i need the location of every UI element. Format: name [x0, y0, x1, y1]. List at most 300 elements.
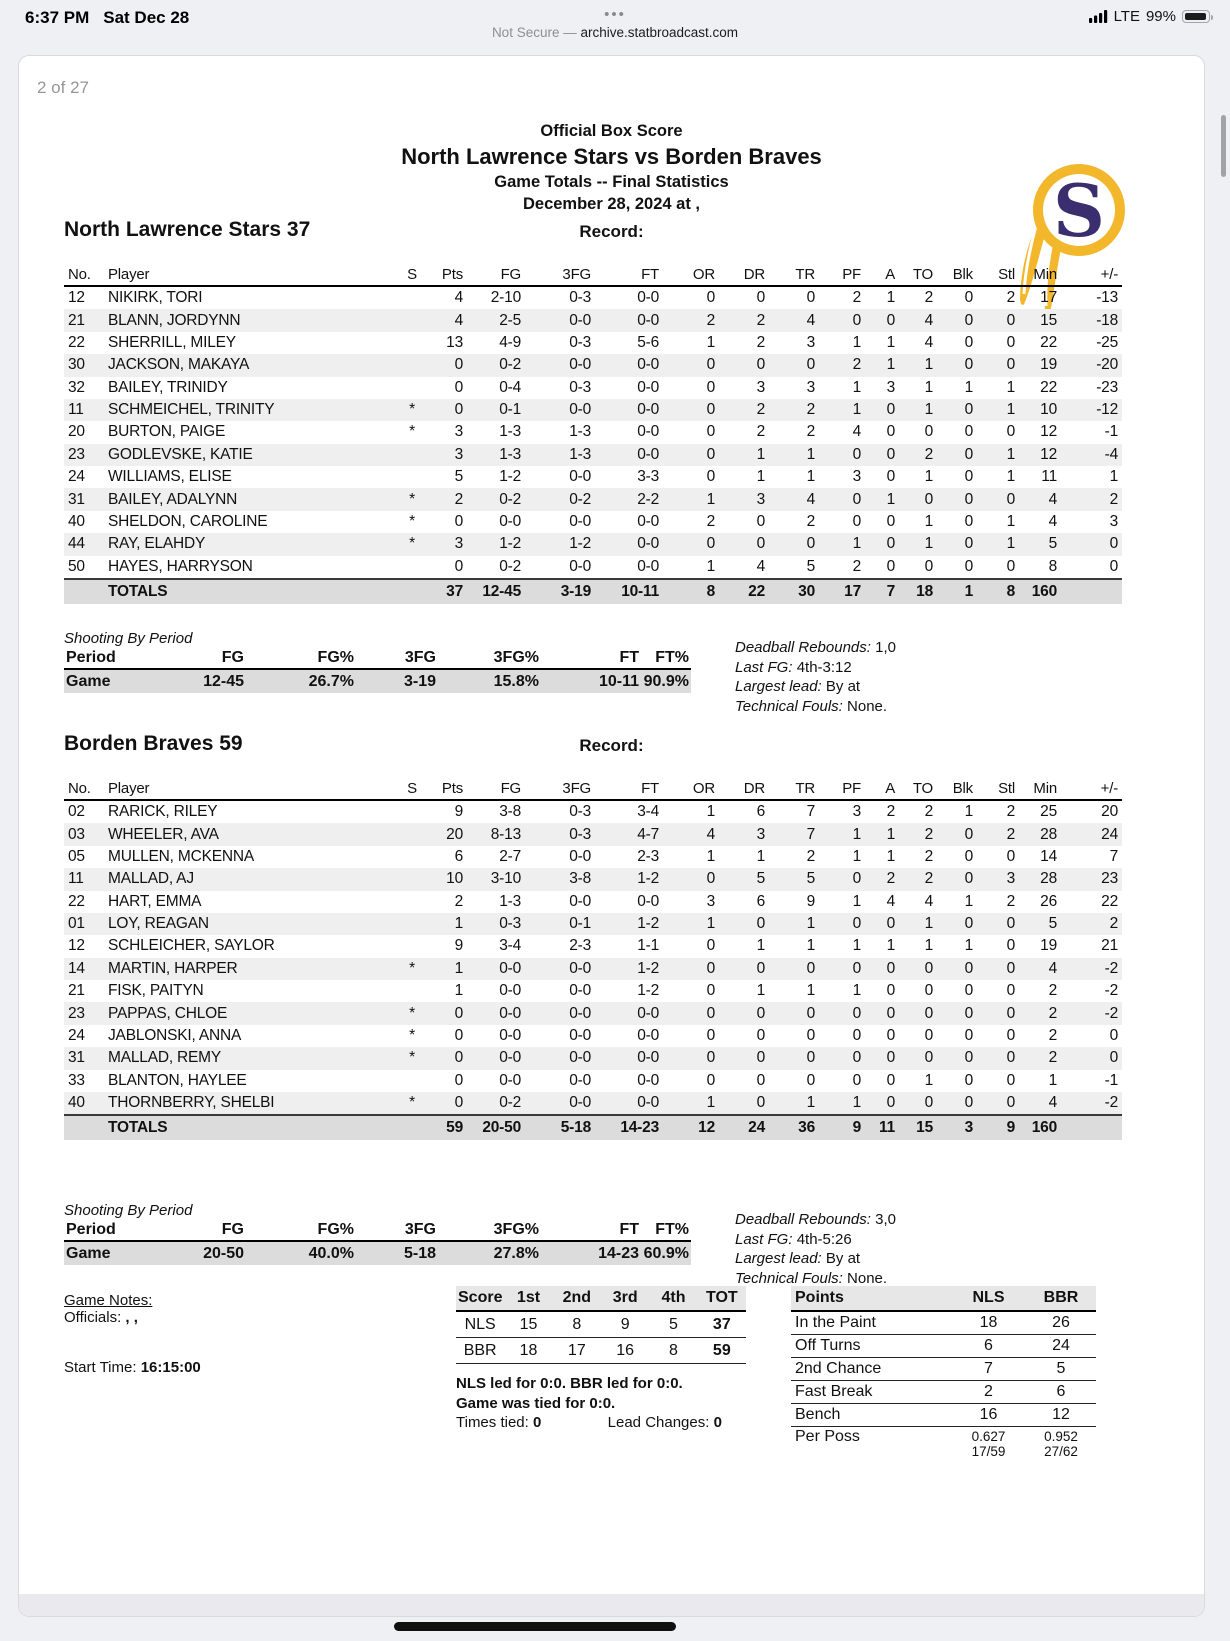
clock: 6:37 PM [25, 8, 90, 27]
team2-player-rows [64, 800, 1122, 1115]
cell: 22 [68, 333, 85, 351]
cell: 0 [756, 512, 765, 530]
cell: -13 [1096, 289, 1118, 307]
cell: 0 [1109, 1026, 1118, 1044]
team2-record-label: Record: [579, 736, 644, 755]
cell: 20 [68, 423, 85, 441]
cell: 0 [706, 535, 715, 553]
lead-changes-value: 0 [713, 1414, 722, 1431]
table-row [64, 556, 1122, 579]
logo-letter: S [1053, 168, 1105, 253]
cell: 4 [706, 825, 715, 843]
cell: 0 [756, 1004, 765, 1022]
team2-shooting-rows [64, 1241, 691, 1265]
cell: 2-2 [637, 490, 659, 508]
cell: 2 [852, 289, 861, 307]
cell: 0 [964, 1004, 973, 1022]
cell: 0 [964, 1026, 973, 1044]
cell: 0-0 [637, 1049, 659, 1067]
cell: 1 [852, 378, 861, 396]
table-row [64, 669, 691, 693]
cell: 1-3 [499, 445, 521, 463]
score-rows [456, 1311, 746, 1364]
cell [399, 466, 425, 488]
table-row [64, 399, 1122, 421]
cell: 0-0 [569, 1071, 591, 1089]
cell: 24 [1101, 825, 1118, 843]
note-label: Deadball Rebounds: [735, 1211, 871, 1228]
cell: 0 [1006, 1049, 1015, 1067]
cell: 1 [1006, 468, 1015, 486]
cell: 3FG [356, 1220, 438, 1241]
cell: 31 [68, 490, 85, 508]
cell: FT [541, 1220, 641, 1241]
cell: 20-50 [144, 1241, 246, 1265]
cell [399, 935, 425, 957]
cell: 1 [852, 535, 861, 553]
cell: 0 [886, 1094, 895, 1112]
note-label: Deadball Rebounds: [735, 639, 871, 656]
cell: 1 [852, 847, 861, 865]
cell: 0-0 [499, 1071, 521, 1089]
cell: * [409, 423, 415, 441]
cell: 50 [68, 557, 85, 575]
cell: 12-45 [467, 579, 525, 604]
cell: 1-2 [637, 959, 659, 977]
cell: 0-0 [637, 1071, 659, 1089]
cell: FG [467, 264, 525, 286]
cell [64, 579, 104, 604]
note-value: 3,0 [875, 1211, 896, 1228]
cell: -1 [1104, 1071, 1118, 1089]
cell: 0 [1006, 1004, 1015, 1022]
cell: 0-3 [569, 289, 591, 307]
cell: 3-8 [499, 803, 521, 821]
cell: 0 [1006, 1094, 1015, 1112]
cell: -12 [1096, 401, 1118, 419]
cell: 1 [1048, 1071, 1057, 1089]
cell: 15 [504, 1311, 552, 1338]
cell: 2 [924, 870, 933, 888]
cell: 1 [756, 445, 765, 463]
cell: -25 [1096, 333, 1118, 351]
per-poss-bbr [1026, 1427, 1096, 1462]
cell: 3-10 [490, 870, 521, 888]
team1-notes [735, 638, 896, 716]
cell: BLANN, JORDYNN [108, 311, 241, 329]
cell: 11 [68, 870, 84, 888]
cell [399, 444, 425, 466]
cell: 160 [1019, 1115, 1061, 1140]
table-row [64, 800, 1122, 823]
cell: 3 [706, 892, 715, 910]
cell: 1 [964, 803, 973, 821]
note-value: By at [825, 1250, 861, 1267]
cell: 2-7 [499, 847, 521, 865]
cell: 1 [806, 915, 815, 933]
cell: 0 [886, 401, 895, 419]
cell: 0 [852, 1004, 861, 1022]
cell: 5 [454, 468, 463, 486]
cell: -2 [1104, 1094, 1118, 1112]
cell: 1-3 [569, 445, 591, 463]
cell: 1 [852, 937, 861, 955]
cell: SHELDON, CAROLINE [108, 512, 268, 530]
cell: 0 [852, 1026, 861, 1044]
points-breakdown [791, 1286, 1096, 1461]
lead-line1: NLS led for 0:0. BBR led for 0:0. [456, 1375, 683, 1392]
cell: 2 [806, 847, 815, 865]
cell: 6 [454, 847, 463, 865]
cell: 2 [886, 803, 895, 821]
table-row [456, 1311, 746, 1338]
note-line [735, 638, 896, 658]
cell: 8 [977, 579, 1019, 604]
cell: 10 [446, 870, 463, 888]
cell: 15 [1040, 311, 1057, 329]
team1-shooting-rows [64, 669, 691, 693]
cell: 0 [964, 870, 973, 888]
team2-shooting-section [64, 1202, 691, 1265]
cell: 12 [663, 1115, 719, 1140]
cell: 2 [852, 557, 861, 575]
shooting-title: Shooting By Period [64, 1202, 193, 1219]
cell: 40.0% [246, 1241, 356, 1265]
cell: 16 [951, 1404, 1026, 1427]
cell: 0 [964, 401, 973, 419]
cell: 1 [964, 937, 973, 955]
cell: 7 [806, 803, 815, 821]
team1-totals-row [64, 579, 1122, 604]
cell: 0 [454, 378, 463, 396]
cell [399, 891, 425, 913]
cell: 2 [924, 445, 933, 463]
cell: 4 [852, 423, 861, 441]
cell: 0 [806, 1049, 815, 1067]
team1-shooting-section [64, 630, 691, 693]
cell: 0-0 [499, 1004, 521, 1022]
cell: 14-23 [541, 1241, 641, 1265]
cell: * [409, 959, 415, 977]
cell: 6 [756, 892, 765, 910]
cell: Player [104, 264, 399, 286]
score-by-period [456, 1286, 746, 1364]
cell: Off Turns [791, 1335, 951, 1358]
cell: FG [144, 1220, 246, 1241]
page-indicator: 2 of 27 [37, 78, 89, 97]
cell: 1 [924, 468, 933, 486]
cell: 0 [706, 423, 715, 441]
shooting-header-row [64, 648, 691, 669]
cell: 0-0 [637, 445, 659, 463]
table-row [64, 377, 1122, 399]
cell: 0-0 [569, 468, 591, 486]
table-row [64, 913, 1122, 935]
cell: 0 [964, 535, 973, 553]
cell: 9 [454, 937, 463, 955]
cell: 14 [68, 959, 85, 977]
cell: 12 [1040, 445, 1057, 463]
cell: 0-0 [569, 1094, 591, 1112]
cell: 4 [924, 333, 933, 351]
cell: 0-3 [569, 825, 591, 843]
cell: 5 [806, 870, 815, 888]
cell: 2 [886, 870, 895, 888]
team1-shooting-table [64, 648, 691, 693]
cell: 3 [756, 378, 765, 396]
cell: 10-11 [541, 669, 641, 693]
battery-percent: 99% [1145, 8, 1176, 25]
cell: 0 [964, 1049, 973, 1067]
cell: 0 [706, 1004, 715, 1022]
cell: 0 [852, 445, 861, 463]
cell: Stl [977, 264, 1019, 286]
cell [399, 823, 425, 845]
cell: 0 [1109, 1049, 1118, 1067]
cell: 4 [1048, 512, 1057, 530]
cell: LOY, REAGAN [108, 915, 209, 933]
cell: Blk [937, 778, 977, 800]
cell: 22 [1040, 333, 1057, 351]
cell: 0-0 [637, 535, 659, 553]
cell: 1-2 [637, 870, 659, 888]
cell: TR [769, 264, 819, 286]
cell: 0 [964, 825, 973, 843]
cell: 25 [1040, 803, 1057, 821]
cell: * [409, 1026, 415, 1044]
cell: 1 [852, 401, 861, 419]
cell [1061, 579, 1122, 604]
cell: Fast Break [791, 1381, 951, 1404]
cell: 9 [601, 1311, 649, 1338]
cell: 26 [1040, 892, 1057, 910]
cell: FG% [246, 648, 356, 669]
cell: NIKIRK, TORI [108, 289, 203, 307]
cell: 0 [886, 557, 895, 575]
cell: 0-2 [499, 1094, 521, 1112]
cell: 0-0 [637, 512, 659, 530]
cell: 0 [756, 289, 765, 307]
per-poss-bbr-rate: 0.952 [1044, 1429, 1078, 1444]
cell: * [409, 1094, 415, 1112]
cell: 5-6 [637, 333, 659, 351]
report-title-date: December 28, 2024 at , [522, 195, 701, 213]
cell: 0-0 [637, 356, 659, 374]
note-label: Last FG: [735, 658, 793, 676]
cell: 1 [937, 579, 977, 604]
cell: 2 [806, 401, 815, 419]
cell: 2 [806, 423, 815, 441]
cell: 0-1 [569, 915, 591, 933]
url-bar[interactable] [0, 25, 1230, 40]
cell: 30 [68, 356, 85, 374]
cell: 0-2 [499, 356, 521, 374]
cell: 2 [756, 423, 765, 441]
cell: 23 [68, 1004, 85, 1022]
lead-summary [456, 1374, 722, 1433]
cell [1061, 1115, 1122, 1140]
times-tied-label: Times tied: [456, 1414, 529, 1431]
cell: BLANTON, HAYLEE [108, 1071, 247, 1089]
cell: 0 [706, 445, 715, 463]
cell: Min [1019, 778, 1061, 800]
cell: 4 [806, 490, 815, 508]
cell: 0 [706, 1049, 715, 1067]
cell: 11 [865, 1115, 899, 1140]
cell: 2 [706, 311, 715, 329]
cell: 0 [1006, 915, 1015, 933]
cell: PF [819, 264, 865, 286]
cell: PF [819, 778, 865, 800]
cell: 24 [719, 1115, 769, 1140]
cell [399, 556, 425, 579]
cell: 3 [806, 333, 815, 351]
cell: 1 [886, 356, 895, 374]
cell: +/- [1061, 264, 1122, 286]
cell: 0 [924, 423, 933, 441]
cell: 14-23 [595, 1115, 663, 1140]
cell: 1 [886, 289, 895, 307]
status-bar-right [1089, 8, 1210, 25]
cell: 0-0 [569, 512, 591, 530]
cell: * [409, 535, 415, 553]
cell: 15 [899, 1115, 937, 1140]
cell: 0-0 [637, 892, 659, 910]
table-row [64, 511, 1122, 533]
cell: 1 [806, 445, 815, 463]
per-poss-bbr-frac: 27/62 [1044, 1444, 1078, 1459]
table-row [64, 286, 1122, 309]
cell: Player [104, 778, 399, 800]
cell: 8 [553, 1311, 601, 1338]
cell: 28 [1040, 870, 1057, 888]
cell: 3 [937, 1115, 977, 1140]
cell: 28 [1040, 825, 1057, 843]
cell: 0-0 [569, 959, 591, 977]
table-row [64, 891, 1122, 913]
cell: JABLONSKI, ANNA [108, 1026, 242, 1044]
cell: 2 [1048, 982, 1057, 1000]
cell: 8 [1048, 557, 1057, 575]
cell: 1 [706, 847, 715, 865]
cell: FISK, PAITYN [108, 982, 204, 1000]
cell: 2 [1006, 825, 1015, 843]
note-label: Largest lead: [735, 1250, 822, 1267]
cell: 0 [964, 423, 973, 441]
cell: A [865, 264, 899, 286]
cell: 22 [68, 892, 85, 910]
table-row [64, 1241, 691, 1265]
note-label: Technical Fouls: [735, 1269, 843, 1287]
cell: 11 [1041, 468, 1057, 486]
table-row [64, 1092, 1122, 1115]
cell: 0 [756, 1094, 765, 1112]
cell: +/- [1061, 778, 1122, 800]
cell: 0 [1006, 557, 1015, 575]
cell: 2 [1048, 1026, 1057, 1044]
cell: Period [64, 1220, 144, 1241]
cell: 0 [706, 870, 715, 888]
cell: 4 [756, 557, 765, 575]
cell: -2 [1104, 982, 1118, 1000]
table-row [64, 868, 1122, 890]
cell: 0-0 [569, 401, 591, 419]
note-value: None. [847, 697, 888, 715]
home-indicator[interactable] [394, 1622, 676, 1631]
team2-heading: Borden Braves 59 [64, 732, 243, 755]
cell: JACKSON, MAKAYA [108, 356, 250, 374]
cell: 4 [1048, 1094, 1057, 1112]
table-row [791, 1381, 1096, 1404]
cell: 6 [1026, 1381, 1096, 1404]
cell: 0-0 [569, 892, 591, 910]
cell: Game [64, 1241, 144, 1265]
cell: 1 [852, 982, 861, 1000]
cell: 0-0 [569, 557, 591, 575]
cell: 0 [886, 959, 895, 977]
table-row [64, 332, 1122, 354]
cell: 4-7 [637, 825, 659, 843]
cell: 0-0 [499, 959, 521, 977]
table-row [791, 1358, 1096, 1381]
cell: BAILEY, ADALYNN [108, 490, 238, 508]
cell: 0-0 [637, 289, 659, 307]
team2-notes [735, 1210, 896, 1288]
cell: 3FG% [438, 648, 541, 669]
url-domain: archive.statbroadcast.com [580, 25, 739, 40]
cell: 0 [924, 1094, 933, 1112]
cell: 36 [769, 1115, 819, 1140]
cell: 0 [1006, 490, 1015, 508]
cell: S [399, 264, 425, 286]
cell: BAILEY, TRINIDY [108, 378, 228, 396]
cell: 0-3 [499, 915, 521, 933]
note-label: Technical Fouls: [735, 697, 843, 715]
cell: 0 [886, 1049, 895, 1067]
cell: 0 [886, 1004, 895, 1022]
cell: 17 [1040, 289, 1057, 307]
network-type: LTE [1113, 8, 1140, 25]
scrollbar[interactable] [1221, 115, 1226, 177]
cell: 40 [68, 1094, 85, 1112]
note-label: Largest lead: [735, 678, 822, 695]
game-notes-title: Game Notes: [64, 1292, 153, 1309]
cell: 18 [899, 579, 937, 604]
cell: 0 [1109, 557, 1118, 575]
table-row [64, 444, 1122, 466]
cell: 0 [706, 468, 715, 486]
cell: 1 [756, 937, 765, 955]
team2-box-score-table [64, 778, 1122, 1140]
tabs-ellipsis-icon[interactable]: ••• [604, 6, 626, 23]
start-time-label: Start Time: [64, 1359, 137, 1376]
cell: 1-3 [499, 892, 521, 910]
cell: 9 [977, 1115, 1019, 1140]
cell: 5 [649, 1311, 697, 1338]
cell: 0-4 [499, 378, 521, 396]
cell: 0 [1006, 311, 1015, 329]
cell: 0 [852, 959, 861, 977]
note-value: 4th-5:26 [796, 1230, 852, 1248]
cell: 0 [924, 982, 933, 1000]
cell: 0 [806, 1004, 815, 1022]
table-row [64, 421, 1122, 443]
cell: 1 [706, 557, 715, 575]
cell: 5 [1048, 535, 1057, 553]
cell: 59 [698, 1338, 746, 1364]
cell: 0 [756, 1071, 765, 1089]
cell: 0 [924, 557, 933, 575]
